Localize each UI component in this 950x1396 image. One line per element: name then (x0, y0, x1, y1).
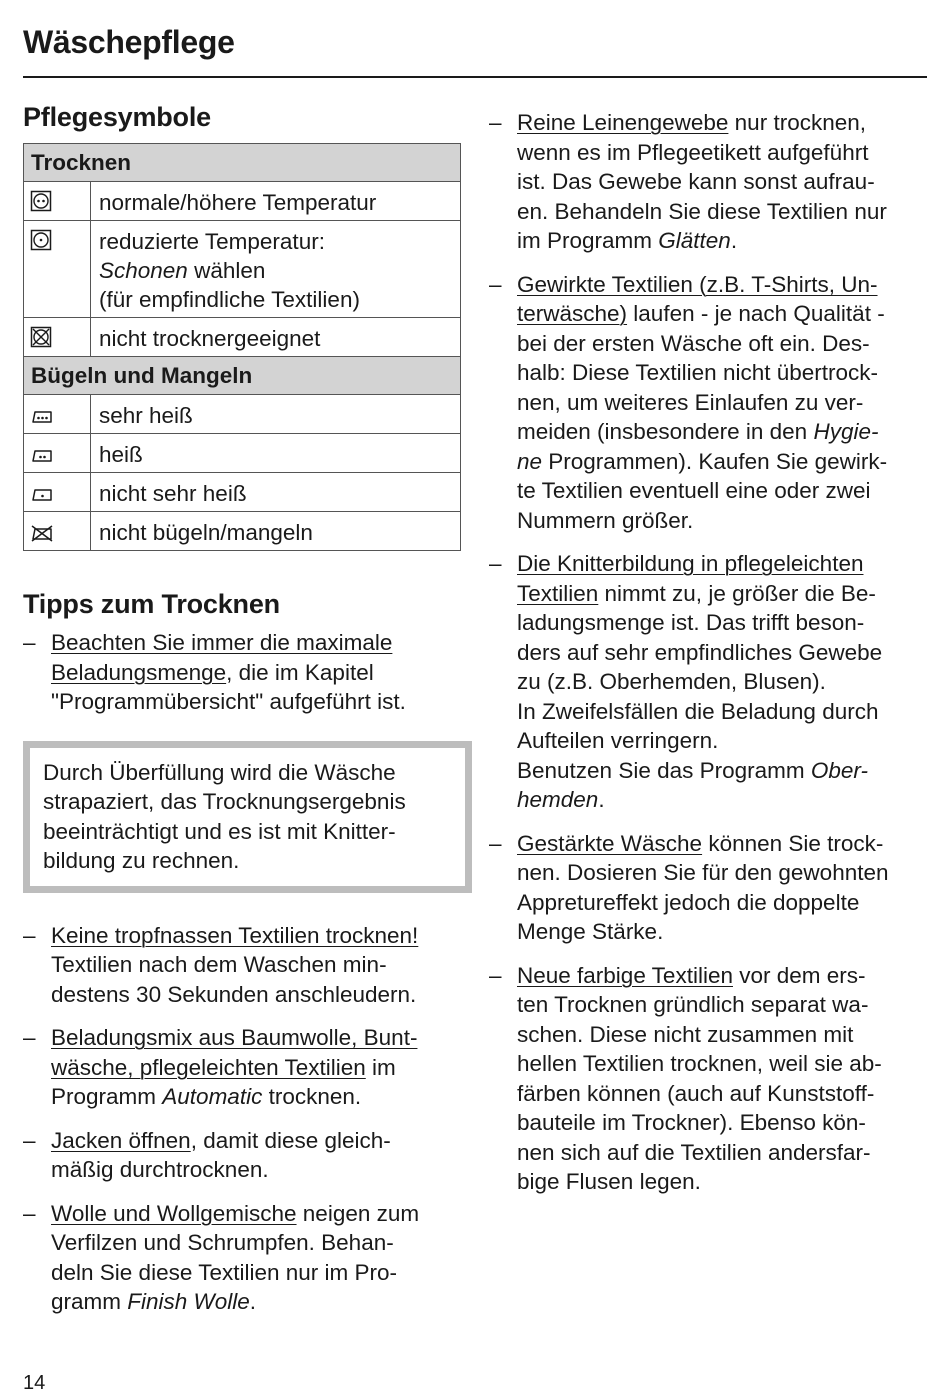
list-item (23, 921, 463, 1010)
care-symbol-description: nicht bügeln/mangeln (91, 512, 461, 551)
care-symbol-description: nicht sehr heiß (91, 473, 461, 512)
care-symbol-row (24, 512, 461, 551)
dryer-one-dot-icon (24, 221, 91, 318)
iron-three-dots-icon (24, 395, 91, 434)
care-section-title: Trocknen (24, 144, 461, 182)
list-item-text: Gestärkte Wäsche können Sie trock- nen. Dosieren Sie für den gewohnten Appretureffekt jedoch die doppelte Menge Stärke. (517, 830, 889, 944)
care-symbols-heading: Pflegesymbole (23, 102, 211, 132)
list-dash: – (489, 551, 502, 576)
care-symbol-description: nicht trocknergeeignet (91, 318, 461, 357)
care-symbol-row (24, 395, 461, 434)
list-dash: – (23, 630, 36, 655)
warning-note-box: Durch Überfüllung wird die Wäsche strapaziert, das Trocknungsergebnis beeinträchtigt und es ist mit Knitter- bildung zu rechnen. (23, 741, 472, 893)
list-item-text: Beachten Sie immer die maximale Beladungsmenge, die im Kapitel "Programmübersicht" aufgeführt ist. (51, 630, 406, 714)
list-spacer (489, 535, 929, 549)
list-item (23, 1126, 463, 1185)
list-dash: – (23, 1127, 36, 1153)
list-dash: – (23, 922, 36, 948)
list-dash: – (23, 1025, 36, 1050)
dryer-two-dots-icon (24, 182, 91, 221)
list-item (23, 1199, 463, 1317)
page-number: 14 (23, 1372, 46, 1394)
care-symbol-description: heiß (91, 434, 461, 473)
left-column (23, 102, 463, 1317)
list-item (489, 108, 929, 256)
care-section-header (24, 357, 461, 395)
dryer-crossed-icon (24, 318, 91, 357)
list-spacer (23, 1009, 463, 1023)
list-item-text: Jacken öffnen, damit diese gleich- mäßig durchtrocknen. (51, 1127, 391, 1182)
care-symbol-row (24, 221, 461, 318)
list-item (489, 549, 929, 815)
care-symbol-row (24, 182, 461, 221)
list-item (489, 961, 929, 1197)
iron-two-dots-icon (24, 434, 91, 473)
iron-one-dot-icon (24, 473, 91, 512)
care-symbol-row (24, 434, 461, 473)
list-item (23, 628, 463, 717)
iron-crossed-icon (24, 512, 91, 551)
list-item-text: Reine Leinengewebe nur trocknen, wenn es im Pflegeetikett aufgeführt ist. Das Gewebe kann sonst aufrau- en. Behandeln Sie diese Textilien nur im Programm Glätten. (517, 110, 887, 253)
list-item-text: Wolle und Wollgemische neigen zum Verfilzen und Schrumpfen. Behan- deln Sie diese Textilien nur im Pro- gramm Finish Wolle. (51, 1200, 420, 1314)
list-item-text: Gewirkte Textilien (z.B. T-Shirts, Un- terwäsche) laufen - je nach Qualität - bei der ersten Wäsche oft ein. Des- halb: Diese Textilien nicht übertrock- nen, um weiteres Einlaufen zu ver- meiden (insbesondere in den Hygie- ne Programmen). Kaufen Sie gewirk- te Textilien eventuell eine oder zwei Nummern größer. (517, 271, 888, 533)
care-symbols-table (23, 143, 461, 551)
list-item (489, 270, 929, 536)
list-dash: – (489, 271, 502, 297)
list-spacer (489, 947, 929, 961)
list-spacer (489, 815, 929, 829)
title-rule (23, 76, 927, 78)
care-section-header (24, 144, 461, 182)
care-symbol-description: reduzierte Temperatur: Schonen wählen (für empfindliche Textilien) (91, 221, 461, 318)
care-symbol-row (24, 473, 461, 512)
tips-list-left (23, 921, 463, 1317)
tips-list-right (489, 108, 929, 1197)
tips-heading: Tipps zum Trocknen (23, 589, 280, 619)
list-item-text: Neue farbige Textilien vor dem ers- ten Trocknen gründlich separat wa- schen. Diese nicht zusammen mit hellen Textilien trocknen, weil sie ab- färben können (auch auf Kunststoff- bauteile im Trockner). Ebenso kön- nen sich auf die Textilien andersfar- bige Flusen legen. (517, 962, 882, 1194)
list-item (489, 829, 929, 947)
care-symbol-description: sehr heiß (91, 395, 461, 434)
list-spacer (489, 256, 929, 270)
care-symbol-description: normale/höhere Temperatur (91, 182, 461, 221)
list-dash: – (489, 962, 502, 988)
list-item (23, 1023, 463, 1112)
list-dash: – (489, 110, 502, 135)
tip-item-load-capacity (23, 628, 463, 717)
list-item-text: Die Knitterbildung in pflegeleichten Textilien nimmt zu, je größer die Be- ladungsmenge ist. Das trifft beson- ders auf sehr empfindliches Gewebe zu (z.B. Oberhemden, Blusen). In Zweifelsfällen die Beladung durch Aufteilen verringern. Benutzen Sie das Programm Ober- hemden. (517, 551, 883, 812)
list-dash: – (23, 1200, 36, 1226)
list-spacer (23, 1185, 463, 1199)
care-section-title: Bügeln und Mangeln (24, 357, 461, 395)
right-column (489, 108, 929, 1197)
list-spacer (23, 1112, 463, 1126)
list-item-text: Beladungsmix aus Baumwolle, Bunt- wäsche, pflegeleichten Textilien im Programm Automatic trocknen. (51, 1025, 418, 1109)
page-title: Wäschepflege (23, 24, 235, 60)
list-item-text: Keine tropfnassen Textilien trocknen! Textilien nach dem Waschen min- destens 30 Sekunden anschleudern. (51, 922, 419, 1007)
list-dash: – (489, 830, 502, 856)
care-symbol-row (24, 318, 461, 357)
